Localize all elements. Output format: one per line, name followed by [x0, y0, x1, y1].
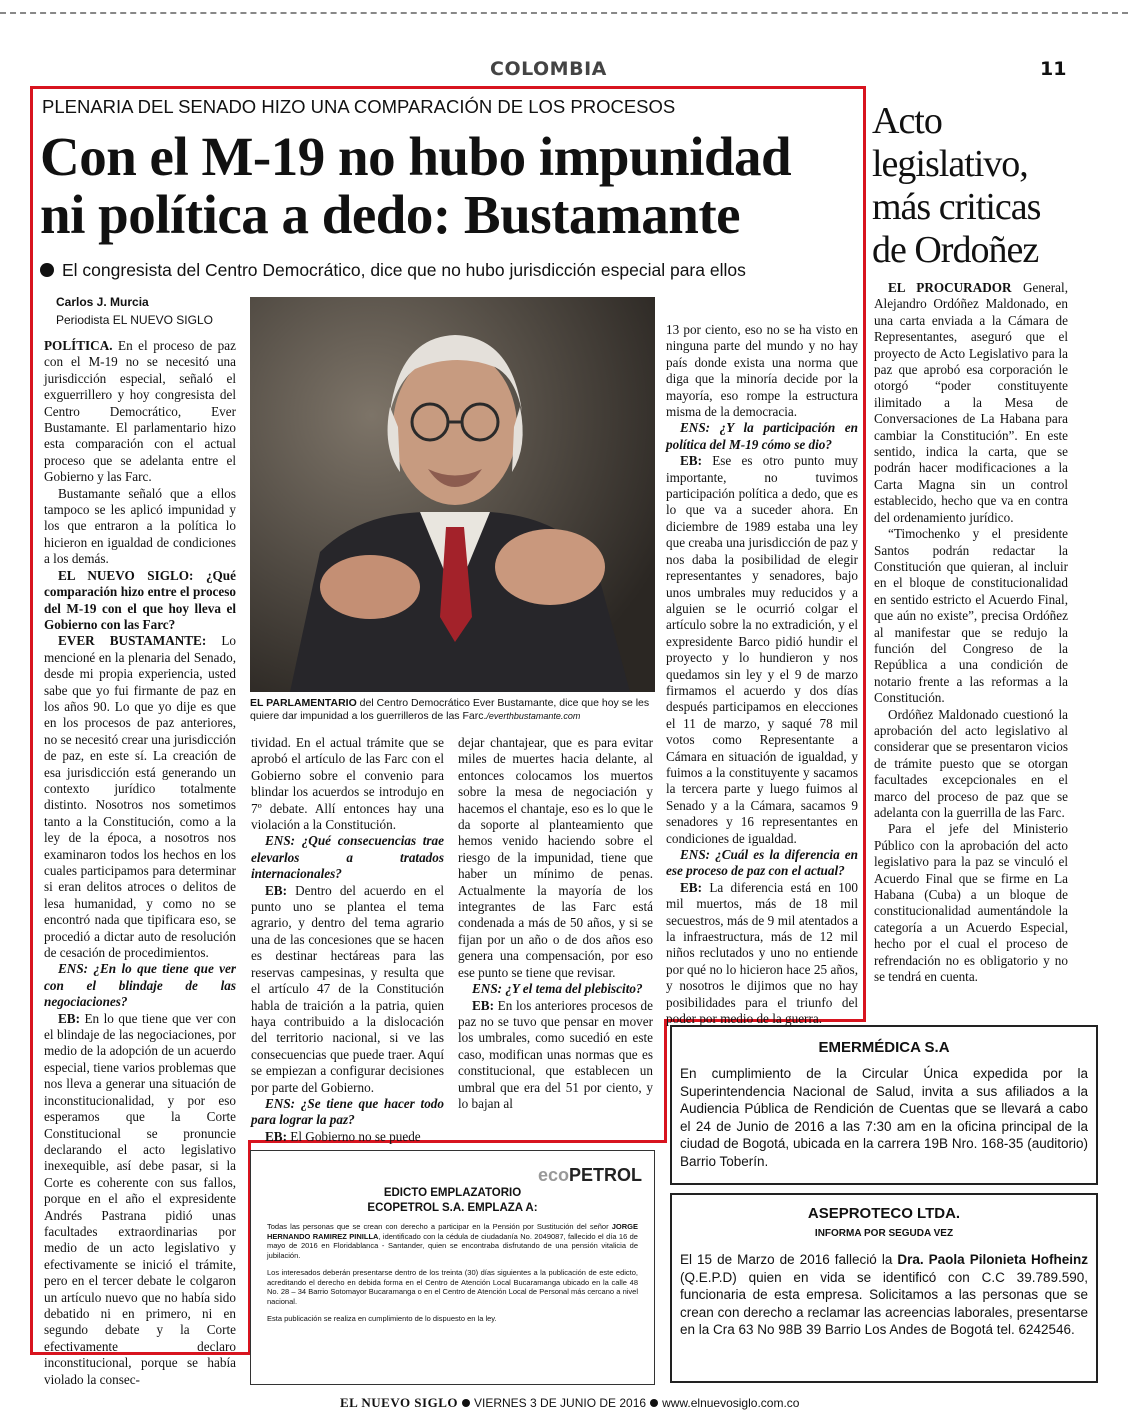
aseproteco-notice — [670, 1193, 1098, 1383]
article-subhead — [40, 260, 855, 281]
article-photo — [250, 297, 655, 692]
edicto-paragraph-1 — [267, 1222, 638, 1260]
col1-question-2: ENS: ¿En lo que tiene que ver con el blindaje de las negociaciones? — [44, 961, 236, 1010]
section-title: COLOMBIA — [490, 58, 607, 80]
aseproteco-title: ASEPROTECO LTDA. — [807, 1205, 961, 1222]
aseproteco-body-2: (Q.E.P.D) quien en vida se identificó con C.C 39.789.590, funcionaria de esta empresa. Solicitamos a las personas que se crean con derecho a reclamar las acreencias laborales, presentarse en la Cra 63 No 98B 39 Barrio Los Andes de Bogotá tel. 6242546. — [680, 1269, 1088, 1337]
article-headline — [40, 128, 855, 244]
footer-bullet-icon-2 — [650, 1399, 658, 1407]
ecopetrol-logo — [538, 1165, 642, 1186]
footer-brand: EL NUEVO SIGLO — [340, 1395, 458, 1410]
emermedica-body: En cumplimiento de la Circular Única expedida por la Superintendencia Nacional de Salud, invita a sus afiliados a la Audiencia Pública de Rendición de Cuentas que se llevará a cabo el 24 de Junio de 2016 a las 7:30 am en la oficina principal de la ciudad de Bogotá, ubicada en la carrera 19B Nro. 168-35 (auditorio) Barrio Toberín. — [680, 1066, 1088, 1169]
byline-author: Carlos J. Murcia — [56, 295, 149, 309]
sidebar-headline: Acto legislativo, más criticas de Ordoñez — [872, 100, 1041, 271]
caption-lead: EL PARLAMENTARIO — [250, 697, 357, 709]
col2-paragraph-1: tividad. En el actual trámite que se aprobó el artículo de las Farc con el Gobierno sobre el convenio para blindar los acuerdos se introdujo en 7º debate. Allí entonces hay una violación a la Constitución. — [251, 735, 444, 833]
edicto-name: JORGE HERNANDO RAMIREZ PINILLA — [267, 1222, 638, 1241]
col2-answer-1: Dentro del acuerdo en el punto uno se plantea el tema agrario, y dentro del tema agrario una de las concesiones que se hacen es destinar hectáreas para las reservas campesinas, y resulta que el artículo 47 de la Constitución habla de traición a la patria, quien haya contribuido a la dislocación del territorio nacional, si ve las consecuencias que puede traer. Aquí se empiezan a configurar decisiones por parte del Gobierno. — [251, 882, 444, 1095]
article-frame-right — [863, 86, 866, 1022]
edicto-paragraph-3: Esta publicación se realiza en cumplimiento de lo dispuesto en la ley. — [267, 1314, 497, 1323]
col2-question-1: ENS: ¿Qué consecuencias trae elevarlos a tratados internacionales? — [251, 833, 444, 882]
edicto-notice — [250, 1150, 655, 1385]
article-kicker: PLENARIA DEL SENADO HIZO UNA COMPARACIÓN DE LOS PROCESOS — [42, 96, 676, 117]
page-footer — [340, 1395, 800, 1411]
col4-question-1: ENS: ¿Y la participación en política del M-19 cómo se dio? — [666, 420, 858, 452]
portrait-illustration — [250, 297, 655, 692]
edicto-title-2: ECOPETROL S.A. EMPLAZA A: — [367, 1202, 538, 1214]
emermedica-title: EMERMÉDICA S.A — [818, 1039, 950, 1056]
aseproteco-body — [680, 1251, 1088, 1339]
article-column-2 — [251, 735, 444, 1145]
footer-url: www.elnuevosiglo.com.co — [662, 1396, 800, 1410]
headline-line-1: Con el M-19 no hubo impunidad — [40, 126, 792, 187]
edicto-paragraph-2: Los interesados deberán presentarse dentro de los treinta (30) días siguientes a la publicación de este edicto, acreditando el derecho en debida forma en el Centro de Atención Local Bucaramanga ubicado en la calle 48 No. 28 – 34 Barrio Sotomayor Bucaramanga o en el Centro de Atención Local de Personal más cercano a nivel nacional. — [267, 1268, 638, 1306]
col4-answer-2-lead: EB: — [680, 879, 702, 895]
aseproteco-body-1: El 15 de Marzo de 2016 falleció la — [680, 1252, 898, 1267]
col4-answer-2: La diferencia está en 100 mil muertos, más de 18 mil secuestros, más de 9 mil atentados a la infraestructura, más de 12 mil niños reclutados y uno no entiende por qué no lo hicieron hace 25 años, y nosotros le dijimos que no hay posibilidades para el triunfo del poder por medio de la guerra. — [666, 879, 858, 1027]
headline-line-2: ni política a dedo: Bustamante — [40, 184, 741, 245]
col4-paragraph-1: 13 por ciento, eso no se ha visto en ninguna parte del mundo y no hay país donde exista una norma que diga que la minoría decide por la mayoría, eso rompe la estructura misma de la democracia. — [666, 322, 858, 420]
col1-question-1: EL NUEVO SIGLO: ¿Qué comparación hizo entre el proceso del M-19 con el que hoy lleva el Gobierno con las Farc? — [44, 567, 236, 632]
col4-answer-1: Ese es otro punto muy importante, no tuvimos participación política a dedo, que es lo que va a suceder ahora. En diciembre de 1989 estaba una ley que creaba una jurisdicción de paz y nos daba la posibilidad de elegir representantes y senadores, bajo unos umbrales muy reducidos y a alguien se le ocurrió colgar el artículo sobre la no extradición, y el expresidente Barco pidió hundir el proyecto y lo hundieron y nos quedamos sin ley y el 9 de marzo firmamos el acuerdo y dos días después participamos en elecciones el 11 de marzo, y saqué 78 mil votos como Representante a Cámara en situación de igualdad, y fuimos a la constituyente y sacamos la tercera parte y luego fuimos al Senado y a la Cámara, sacamos 9 senadores y 16 representantes en condiciones de igualdad. — [666, 453, 858, 846]
col1-answer-1-lead: EVER BUSTAMANTE: — [58, 633, 207, 649]
col2-answer-2: El Gobierno no se puede — [286, 1128, 421, 1144]
aseproteco-subtitle: INFORMA POR SEGUDA VEZ — [814, 1228, 954, 1239]
photo-caption — [250, 697, 655, 723]
dateline: POLÍTICA. — [44, 338, 113, 353]
col1-paragraph-2: Bustamante señaló que a ellos tampoco se les aplicó impunidad y los que entraron a la política lo hicieron en igualdad de condiciones a los demás. — [44, 485, 236, 567]
col3-paragraph-1: dejar chantajear, que es para evitar miles de muertes hacia delante, al entonces colocamos los muertos sobre la mesa de negociación y hacemos el chantaje, eso es lo que le da soporte al planteamiento que hemos venido haciendo sobre el riesgo de la impunidad, tiene que haber un mínimo de penas. Actualmente la mayoría de los integrantes de las Farc está condenada a más de 50 años, y si se fijan por un año o de dos años eso genera una compensación, por eso ese punto se tiene que revisar. — [458, 735, 653, 980]
article-column-4 — [666, 322, 858, 1027]
edicto-p1-b: , identificado con la cédula de ciudadanía No. 2049087, fallecido el día 16 de mayo de 2016 en Floridablanca - Santander, quien se encontraba disfrutando de una pensión vitalicia de jubilación. — [267, 1231, 638, 1260]
emermedica-notice — [670, 1025, 1098, 1185]
col1-paragraph-1: En el proceso de paz con el M-19 no se necesitó una jurisdicción especial, señaló el exguerrillero y hoy congresista del Centro Democrático, Ever Bustamante. El parlamentario hizo esta comparación con el actual proceso que se adelanta entre el Gobierno y las Farc. — [44, 338, 236, 485]
col4-question-2: ENS: ¿Cuál es la diferencia en ese proceso de paz con el actual? — [666, 847, 858, 879]
top-edge-rule — [0, 12, 1128, 14]
footer-date: VIERNES 3 DE JUNIO DE 2016 — [474, 1396, 647, 1410]
article-column-1 — [44, 338, 236, 1388]
col1-answer-2: En lo que tiene que ver con el blindaje de las negociaciones, por medio de la adopción de un acuerdo especial, tiene varios problemas que nos lleva a generar una situación de inconstitucionalidad, y por eso esperamos que la Corte Constitucional se pronuncie declarando el acto legislativo inexequible, así debe pasar, si la Corte es coherente con sus fallos, porque en el año el expresidente Andrés Pastrana pidió unas facultades extraordinarias por medio de un acto legislativo y efectivamente se inició el trámite, pero en el tercer debate le colgaron un artículo nuevo que no había sido debatido ni en primero, ni en segundo debate y la Corte efectivamente declaro inconstitucional, porque se había violado la consec- — [44, 1010, 236, 1387]
col3-question-1: ENS: ¿Y el tema del plebiscito? — [472, 981, 643, 997]
footer-bullet-icon — [462, 1399, 470, 1407]
edicto-p1-a: Todas las personas que se crean con derecho a participar en la Pensión por Sustitución del señor — [267, 1222, 612, 1231]
logo-petrol: PETROL — [568, 1165, 642, 1185]
col2-question-2: ENS: ¿Se tiene que hacer todo para lograr la paz? — [251, 1095, 444, 1128]
col3-answer-1-lead: EB: — [472, 997, 494, 1013]
col2-answer-2-lead: EB: — [265, 1128, 287, 1144]
edicto-body — [267, 1222, 638, 1324]
col1-answer-1: Lo mencioné en la plenaria del Senado, desde mi propia experiencia, usted sabe que yo fui firmante de paz en los años 90. Lo que yo dije es que en los procesos de paz anteriores, no se necesitó crear una jurisdicción de paz, en este sí. La creación de esa jurisdicción está generando un contexto jurídico totalmente distinto. Nosotros nos sometimos tanto a la Constitución, como a la ley de la época, a nosotros nos examinaron todos los hechos en los cuales participamos para determinar si eran delitos atroces o delitos de lesa humanidad, y como no se encontró nada que tipificara eso, se procedió a dictar auto de resolución de cesación de procedimientos. — [44, 633, 236, 961]
aseproteco-name: Dra. Paola Pilonieta Hofheinz — [897, 1252, 1088, 1267]
col3-answer-1: En los anteriores procesos de paz no se tuvo que pensar en mover los umbrales, como sucedió en este caso, modifican unas normas que es constitucional, que establecen un umbral que era del 51 por ciento, y lo bajan al — [458, 997, 653, 1111]
sidebar-paragraph-4: Para el jefe del Ministerio Público con la aprobación del acto legislativo para la paz se vinculó el Acuerdo Final que se firme en La Habana (Cuba) a un bloque de constitucionalidad aumentándole la categoría a un Acuerdo Especial, hecho por el cual el proceso de refrendación no es obligatorio y no se tendrá en cuenta. — [874, 821, 1068, 985]
col4-answer-1-lead: EB: — [680, 453, 702, 469]
sidebar-lead: EL PROCURADOR — [888, 280, 1012, 295]
caption-text: del Centro Democrático Ever Bustamante, dice que hoy se les quiere dar impunidad a los guerrilleros de las Farc. — [250, 697, 650, 722]
byline-role: Periodista EL NUEVO SIGLO — [56, 313, 213, 327]
subhead-text: El congresista del Centro Democrático, dice que no hubo jurisdicción especial para ellos — [62, 260, 746, 280]
edicto-title-1: EDICTO EMPLAZATORIO — [383, 1187, 522, 1199]
article-column-3 — [458, 735, 653, 1112]
sidebar-column — [874, 280, 1068, 985]
article-frame-step-v — [664, 1019, 667, 1143]
sidebar-paragraph-1: General, Alejandro Ordóñez Maldonado, en una carta enviada a la Cámara de Representantes, aseguró que el proyecto de Acto Legislativo para la paz que aprobó esa corporación le otorgó “poder constituyente ilimitado a la Mesa de Conversaciones de La Habana para cambiar la Constitución”. En este sentido, indica la carta, que se podrán hacer modificaciones a la Carta Magna sin un control establecido, hecho que va en contra del ordenamiento jurídico. — [874, 280, 1068, 525]
page-number: 11 — [1040, 58, 1067, 80]
caption-credit: /everthbustamante.com — [486, 711, 581, 721]
sidebar-paragraph-3: Ordóñez Maldonado cuestionó la aprobación del acto legislativo al considerar que se presentaron vicios de trámite puesto que se otorgan facultades excepcionales en el marco del proceso de paz que se adelanta con la guerrilla de las Farc. — [874, 706, 1068, 820]
logo-eco: eco — [537, 1165, 569, 1185]
col1-answer-2-lead: EB: — [58, 1010, 80, 1026]
col2-answer-1-lead: EB: — [265, 882, 287, 898]
sidebar-paragraph-2: “Timochenko y el presidente Santos podrán redactar la Constitución que quieran, al incluir en el bloque de constitucionalidad en sentido estricto el Acuerdo Final, que aún no existe”, precisa Ordóñez al manifestar que se redujo la función del Congreso de la República a una condición de notario frente a las reformas a la Constitución. — [874, 526, 1068, 706]
bullet-icon — [40, 263, 54, 277]
